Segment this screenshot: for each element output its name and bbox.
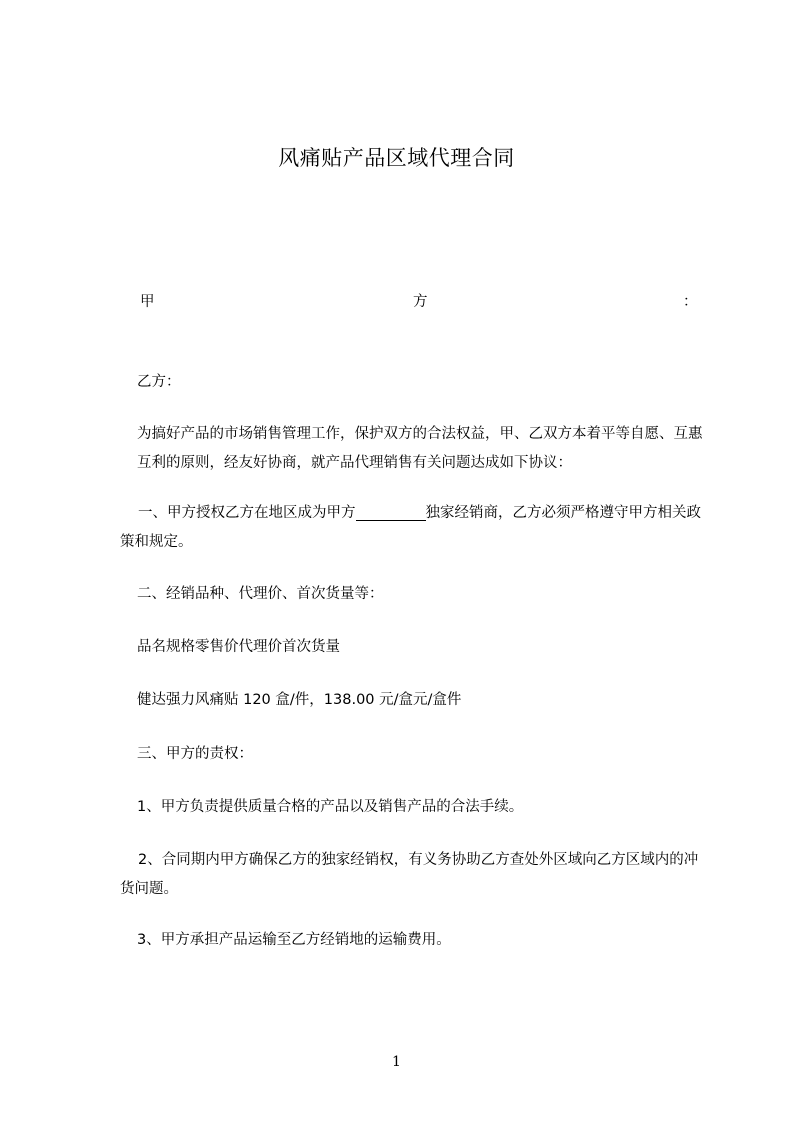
product-table-row: 健达强力风痛贴 120 盒/件，138.00 元/盒元/盒件 bbox=[137, 692, 462, 708]
party-b-line: 乙方： bbox=[137, 374, 181, 390]
party-a-colon: ： bbox=[683, 294, 698, 310]
party-a-line bbox=[137, 288, 698, 317]
clause-1-blank bbox=[356, 504, 426, 521]
intro-text: 为搞好产品的市场销售管理工作，保护双方的合法权益，甲、乙双方本着平等自愿、互惠互利的原则，经友好协商，就产品代理销售有关问题达成如下协议： bbox=[137, 426, 703, 471]
clause-1-paragraph bbox=[120, 499, 710, 557]
clause-3-item-2 bbox=[120, 846, 710, 904]
clause-1-text-end: 独家经销商，乙方必须严格遵守甲方相关政策和规定。 bbox=[120, 505, 701, 550]
clause-2-heading: 二、经销品种、代理价、首次货量等： bbox=[137, 586, 384, 602]
clause-3-item-3: 3、甲方承担产品运输至乙方经销地的运输费用。 bbox=[137, 932, 451, 948]
clause-3-heading: 三、甲方的责权： bbox=[137, 746, 253, 762]
party-a-char-fang: 方 bbox=[413, 294, 428, 310]
party-a-char-jia: 甲 bbox=[140, 294, 155, 310]
page-number: 1 bbox=[392, 1054, 401, 1070]
clause-1-text-start: 一、甲方授权乙方在地区成为甲方 bbox=[138, 505, 356, 521]
clause-3-item-2-text: 2、合同期内甲方确保乙方的独家经销权，有义务协助乙方查处外区域向乙方区域内的冲货问题。 bbox=[120, 852, 699, 897]
clause-3-item-1: 1、甲方负责提供质量合格的产品以及销售产品的合法手续。 bbox=[137, 799, 524, 815]
intro-paragraph bbox=[137, 420, 709, 478]
document-title: 风痛贴产品区域代理合同 bbox=[278, 146, 515, 170]
product-table-header: 品名规格零售价代理价首次货量 bbox=[137, 639, 340, 655]
